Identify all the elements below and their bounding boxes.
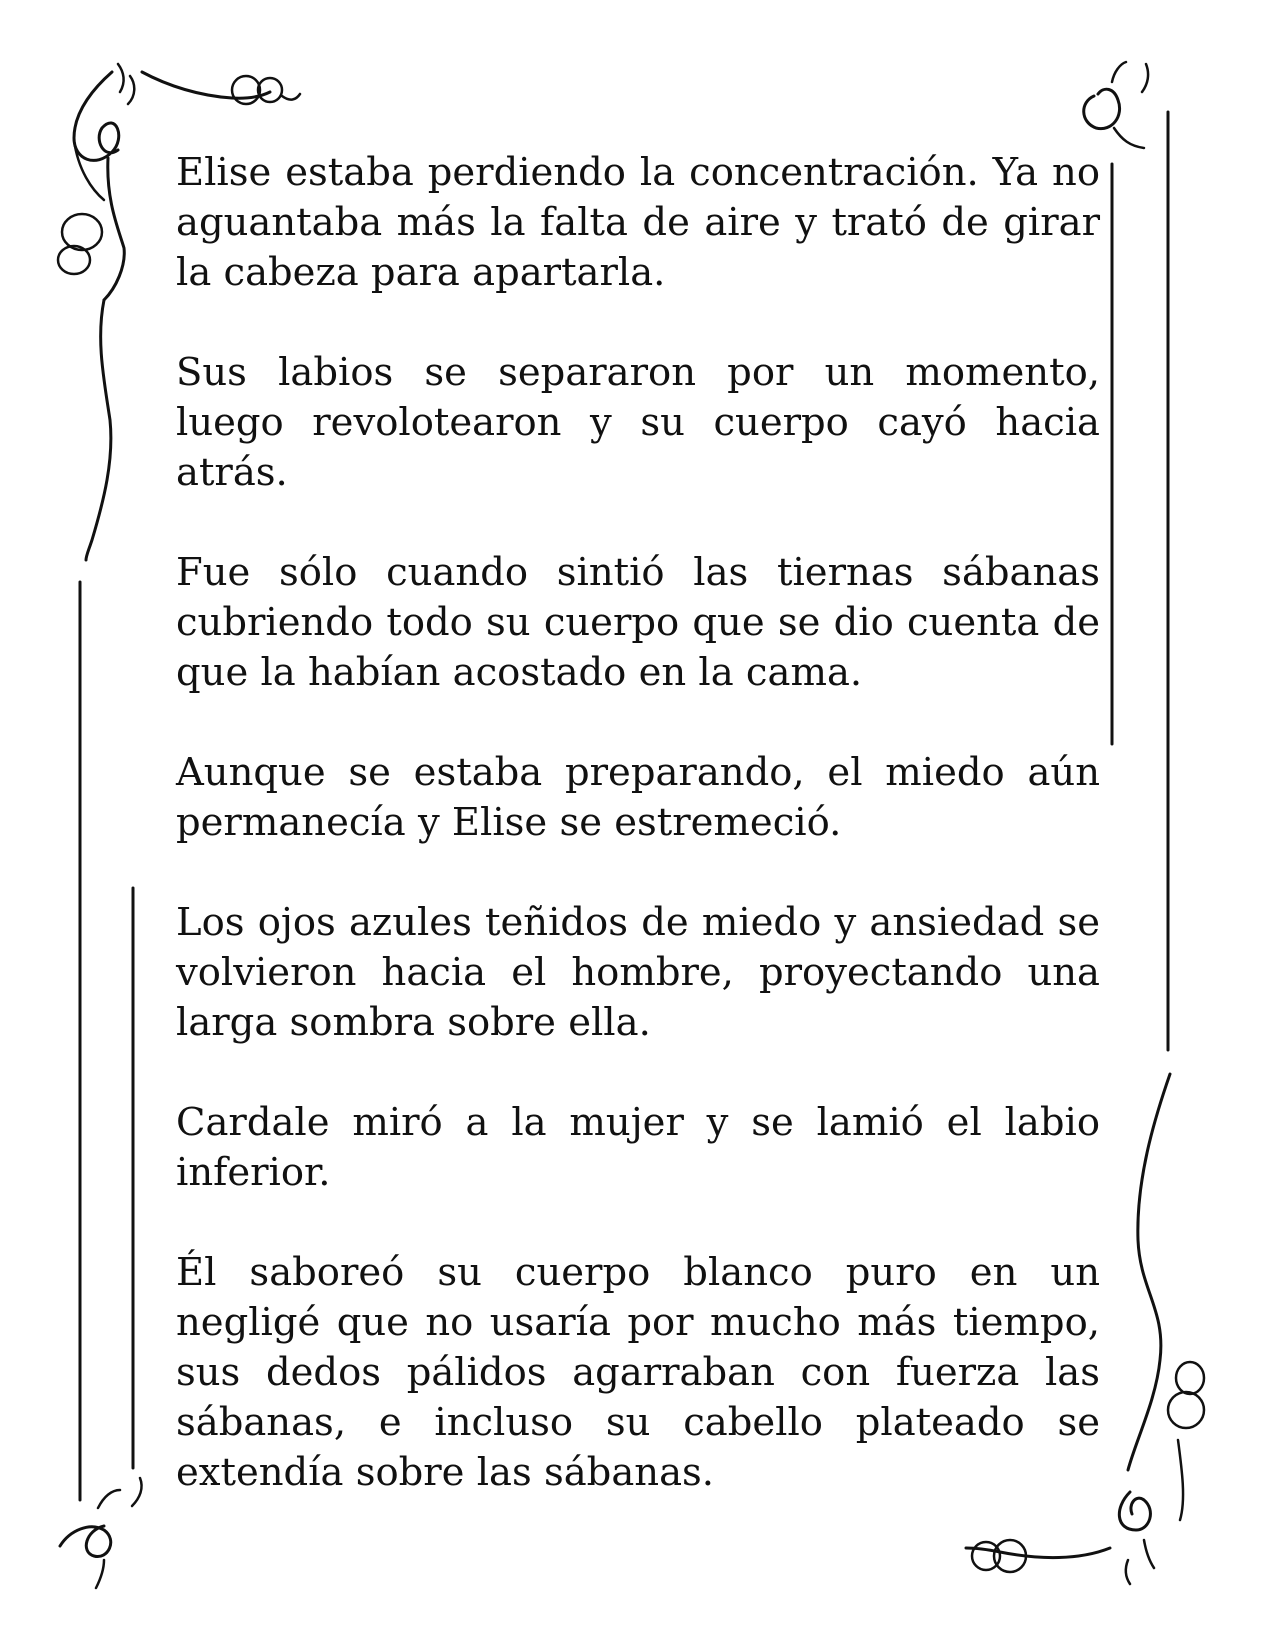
paragraph-6: Cardale miró a la mujer y se lamió el labio inferior. [176, 1100, 1100, 1195]
paragraph-1: Elise estaba perdiendo la concentración. Ya no aguantaba más la falta de aire y trató de girar la cabeza para apartarla. [176, 150, 1100, 295]
paragraph-7: Él saboreó su cuerpo blanco puro en un negligé que no usaría por mucho más tiempo, sus dedos pálidos agarraban con fuerza las sábanas, e incluso su cabello plateado se extendía sobre las sábanas. [176, 1250, 1100, 1495]
document-body [176, 148, 1100, 1498]
paragraph-4: Aunque se estaba preparando, el miedo aún permanecía y Elise se estremeció. [176, 750, 1100, 845]
paragraph-3: Fue sólo cuando sintió las tiernas sábanas cubriendo todo su cuerpo que se dio cuenta de que la habían acostado en la cama. [176, 550, 1100, 695]
bottom-left-flourish-icon [60, 1478, 142, 1588]
top-right-flourish-icon [1084, 62, 1148, 148]
paragraph-2: Sus labios se separaron por un momento, luego revolotearon y su cuerpo cayó hacia atrás. [176, 350, 1100, 495]
paragraph-5: Los ojos azules teñidos de miedo y ansiedad se volvieron hacia el hombre, proyectando una larga sombra sobre ella. [176, 900, 1100, 1045]
